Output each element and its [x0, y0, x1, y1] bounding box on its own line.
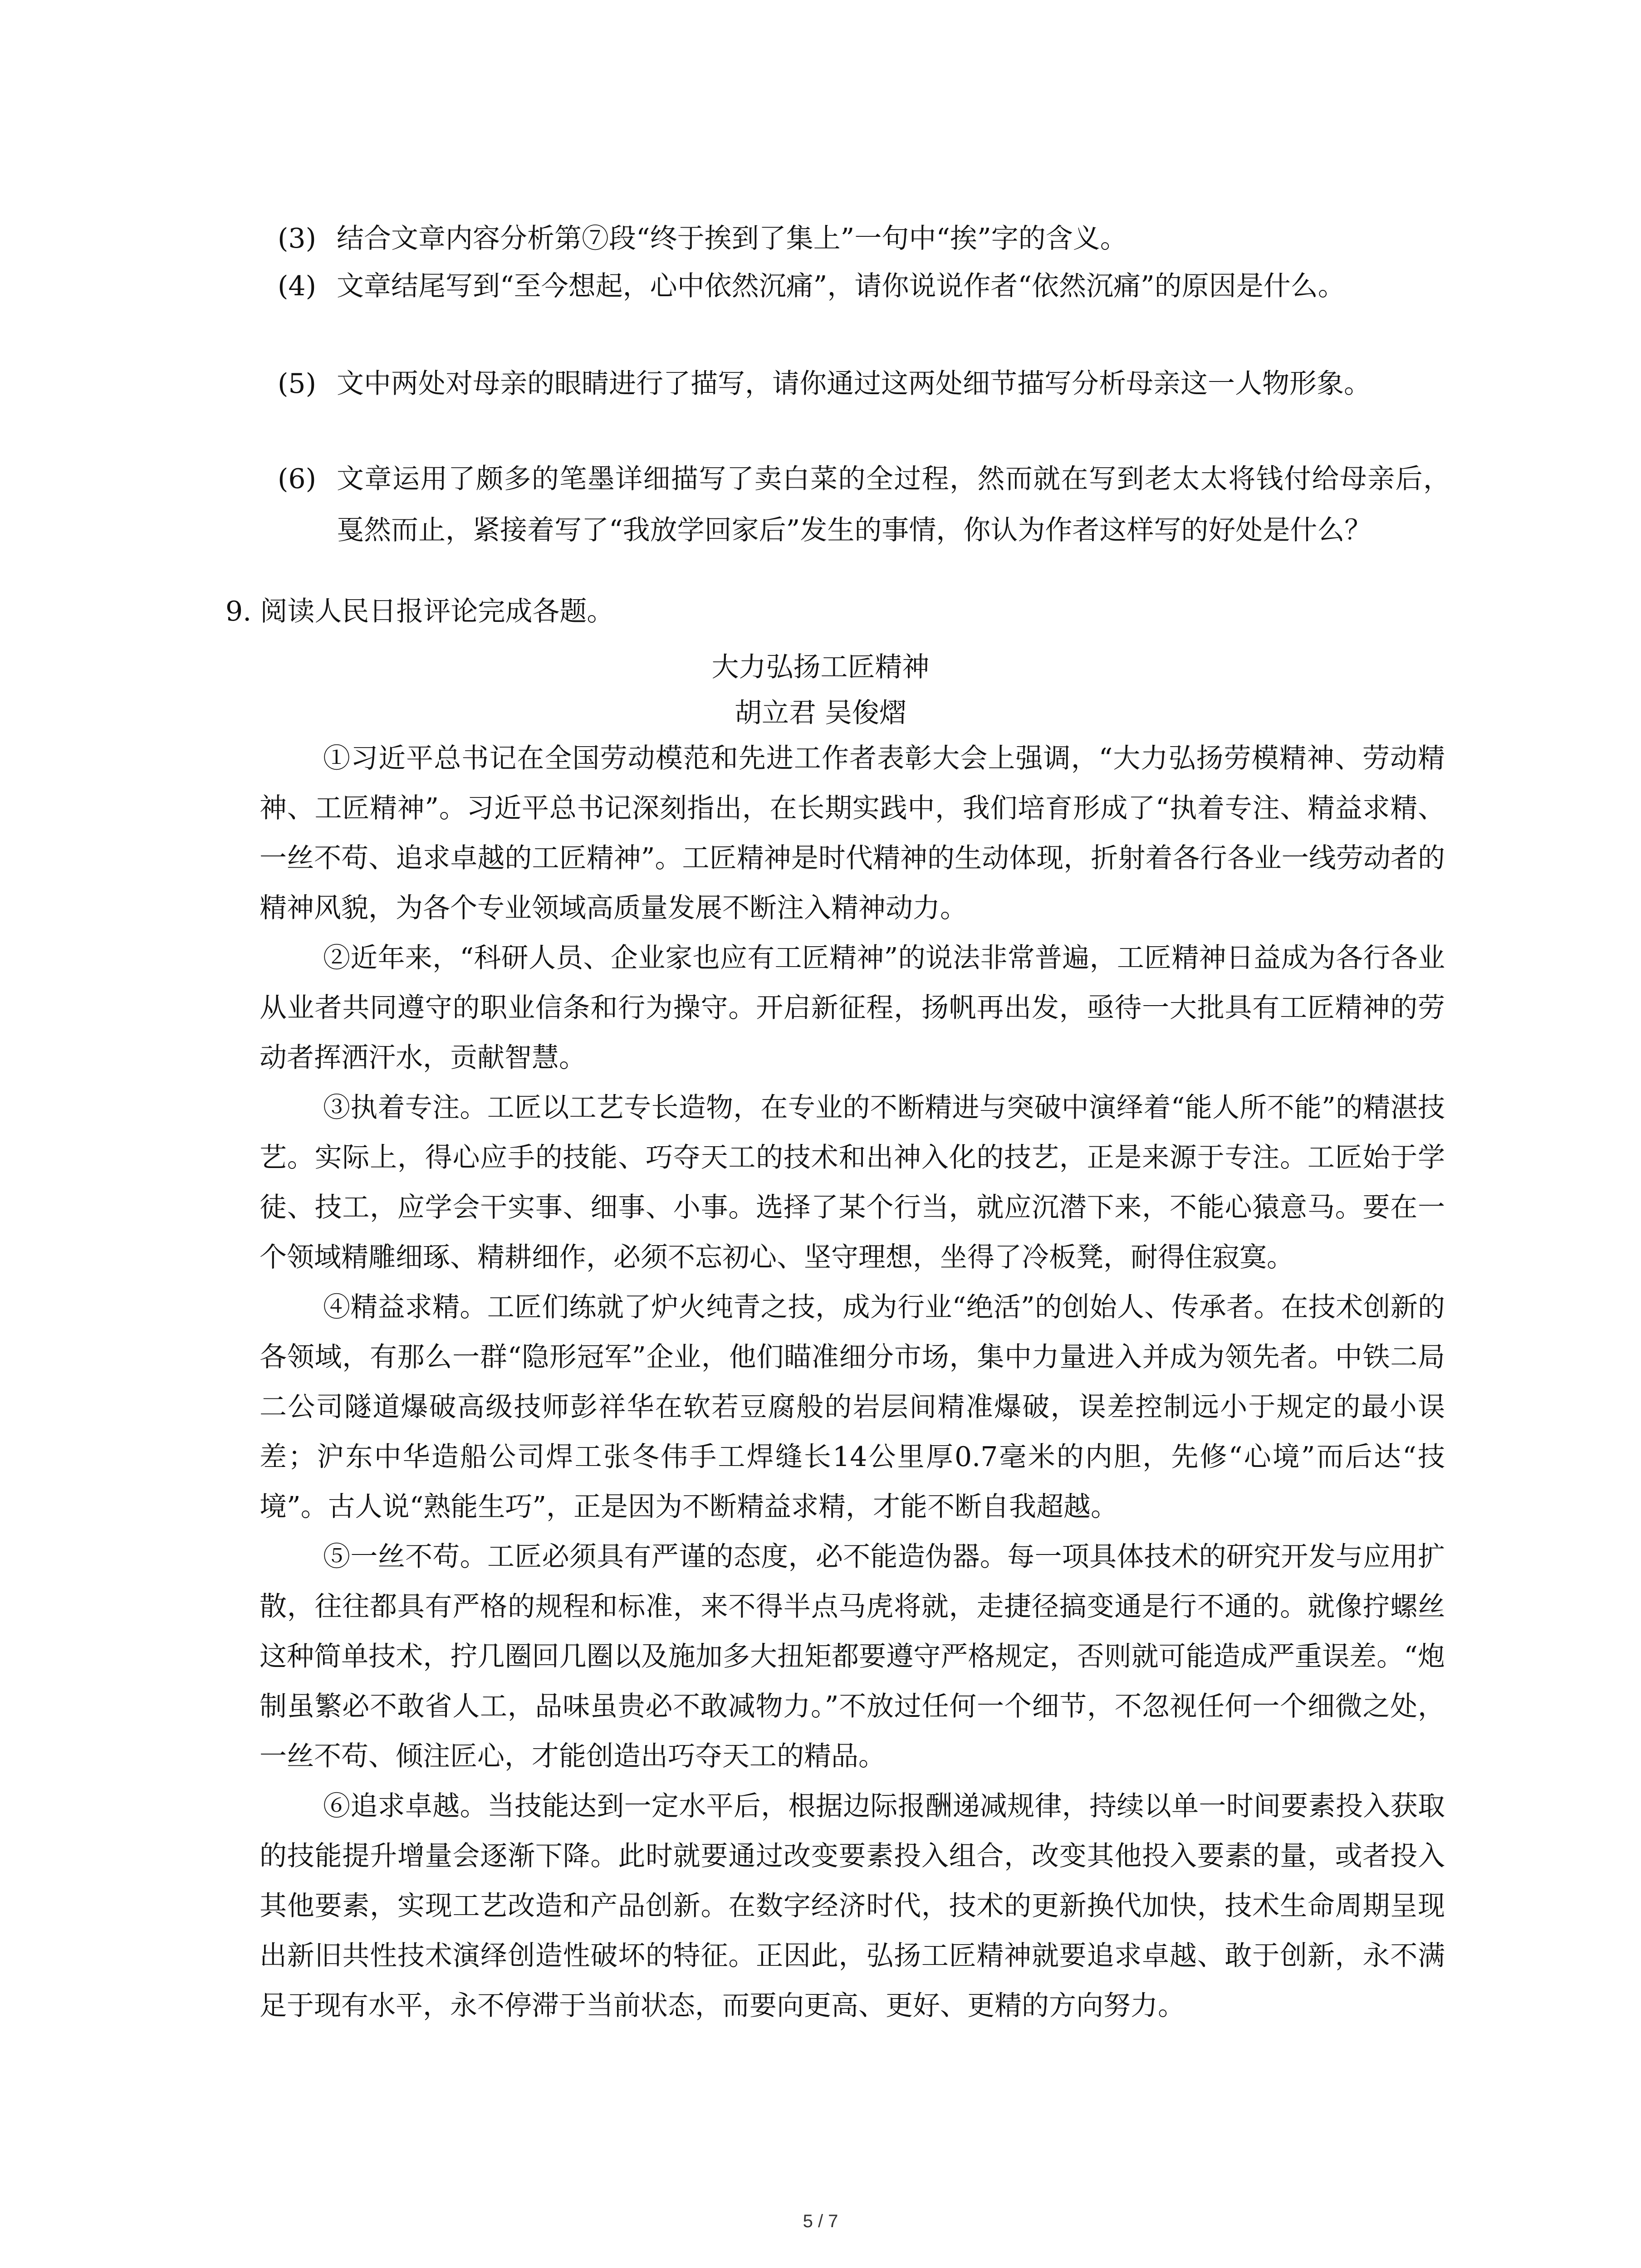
paragraph: ④精益求精。工匠们练就了炉火纯青之技，成为行业“绝活”的创始人、传承者。在技术创新的各领域，有那么一群“隐形冠军”企业，他们瞄准细分市场，集中力量进入并成为领先者。中铁二局二公司隧道爆破高级技师彭祥华在软若豆腐般的岩层间精准爆破，误差控制远小于规定的最小误差；沪东中华造船公司焊工张冬伟手工焊缝长14公里厚0.7毫米的内胆，先修“心境”而后达“技境”。古人说“熟能生巧”，正是因为不断精益求精，才能不断自我超越。 [260, 1291, 1445, 1523]
article-body [260, 733, 1445, 2031]
section-heading: 9. 阅读人民日报评论完成各题。 [225, 596, 614, 627]
question-item [278, 213, 1450, 264]
question-number: (5) [278, 368, 316, 400]
paragraph: ⑥追求卓越。当技能达到一定水平后，根据边际报酬递减规律，持续以单一时间要素投入获取的技能提升增量会逐渐下降。此时就要通过改变要素投入组合，改变其他投入要素的量，或者投入其他要素，实现工艺改造和产品创新。在数字经济时代，技术的更新换代加快，技术生命周期呈现出新旧共性技术演绎创造性破坏的特征。正因此，弘扬工匠精神就要追求卓越、敢于创新，永不满足于现有水平，永不停滞于当前状态，而要向更高、更好、更精的方向努力。 [260, 1790, 1445, 2022]
page-number: 5 / 7 [803, 2211, 838, 2231]
question-text: 文章运用了颇多的笔墨详细描写了卖白菜的全过程，然而就在写到老太太将钱付给母亲后，戛然而止，紧接着写了“我放学回家后”发生的事情，你认为作者这样写的好处是什么？ [337, 463, 1450, 546]
article-title: 大力弘扬工匠精神 [711, 651, 930, 683]
question-item [278, 261, 1450, 312]
question-number: (6) [278, 463, 316, 495]
paragraph: ⑤一丝不苟。工匠必须具有严谨的态度，必不能造伪器。每一项具体技术的研究开发与应用扩散，往往都具有严格的规程和标准，来不得半点马虎将就，走捷径搞变通是行不通的。就像拧螺丝这种简单技术，拧几圈回几圈以及施加多大扭矩都要遵守严格规定，否则就可能造成严重误差。“炮制虽繁必不敢省人工，品味虽贵必不敢减物力。”不放过任何一个细节，不忽视任何一个细微之处，一丝不苟、倾注匠心，才能创造出巧夺天工的精品。 [260, 1541, 1445, 1772]
paragraph: ③执着专注。工匠以工艺专长造物，在专业的不断精进与突破中演绎着“能人所不能”的精湛技艺。实际上，得心应手的技能、巧夺天工的技术和出神入化的技艺，正是来源于专注。工匠始于学徒、技工，应学会干实事、细事、小事。选择了某个行当，就应沉潜下来，不能心猿意马。要在一个领域精雕细琢、精耕细作，必须不忘初心、坚守理想，坐得了冷板凳，耐得住寂寞。 [260, 1092, 1445, 1273]
question-text: 文章结尾写到“至今想起，心中依然沉痛”，请你说说作者“依然沉痛”的原因是什么。 [337, 270, 1345, 302]
question-item [278, 358, 1450, 410]
paragraph: ①习近平总书记在全国劳动模范和先进工作者表彰大会上强调，“大力弘扬劳模精神、劳动精神、工匠精神”。习近平总书记深刻指出，在长期实践中，我们培育形成了“执着专注、精益求精、一丝不苟、追求卓越的工匠精神”。工匠精神是时代精神的生动体现，折射着各行各业一线劳动者的精神风貌，为各个专业领域高质量发展不断注入精神动力。 [260, 743, 1445, 924]
question-number: (3) [278, 223, 316, 254]
question-item [278, 454, 1450, 556]
question-number: (4) [278, 270, 316, 302]
question-text: 结合文章内容分析第⑦段“终于挨到了集上”一句中“挨”字的含义。 [337, 223, 1127, 254]
article-authors: 胡立君 吴俊熠 [734, 697, 907, 729]
paragraph: ②近年来，“科研人员、企业家也应有工匠精神”的说法非常普遍，工匠精神日益成为各行各业从业者共同遵守的职业信条和行为操守。开启新征程，扬帆再出发，亟待一大批具有工匠精神的劳动者挥洒汗水，贡献智慧。 [260, 942, 1445, 1074]
question-text: 文中两处对母亲的眼睛进行了描写，请你通过这两处细节描写分析母亲这一人物形象。 [337, 368, 1371, 400]
